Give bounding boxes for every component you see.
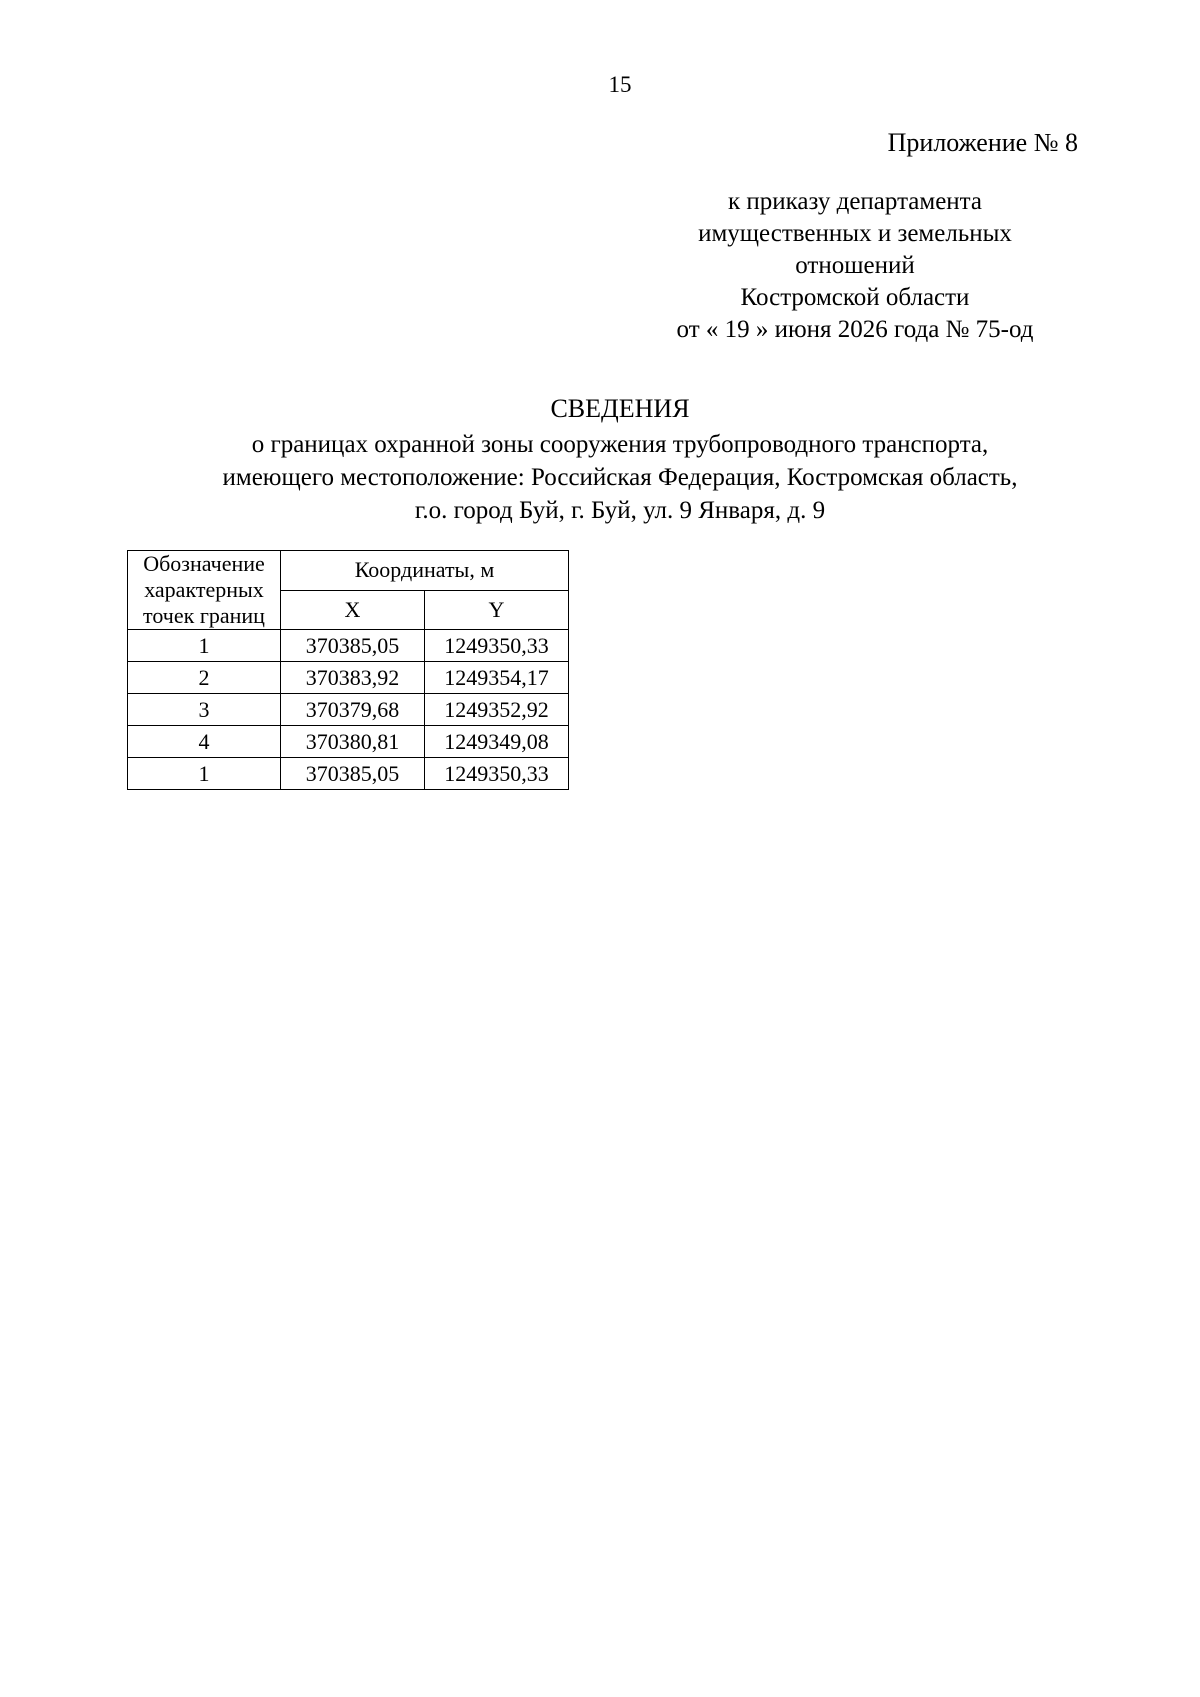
point-cell: 4 [128,726,281,758]
x-cell: 370385,05 [281,758,425,790]
document-subtitle [0,428,1200,527]
point-cell: 1 [128,758,281,790]
order-reference [620,186,1090,346]
y-cell: 1249349,08 [425,726,569,758]
table-row [128,630,569,662]
point-column-header [128,551,281,630]
x-column-header: X [281,590,425,630]
x-cell: 370383,92 [281,662,425,694]
page-number: 15 [608,72,632,97]
order-line: имущественных и земельных [698,220,1012,247]
table-row [128,726,569,758]
point-header-line: характерных [144,577,264,602]
y-column-header: Y [425,590,569,630]
coordinates-header: Координаты, м [281,551,569,591]
x-cell: 370379,68 [281,694,425,726]
y-cell: 1249352,92 [425,694,569,726]
order-line: отношений [795,252,915,279]
order-line: к приказу департамента [727,188,983,215]
table-header-row [128,551,569,591]
x-cell: 370380,81 [281,726,425,758]
y-cell: 1249350,33 [425,630,569,662]
table-row [128,694,569,726]
point-cell: 3 [128,694,281,726]
document-title: СВЕДЕНИЯ [550,394,690,423]
subtitle-line: о границах охранной зоны сооружения трубопроводного транспорта, [251,431,989,458]
subtitle-line: имеющего местоположение: Российская Федерация, Костромская область, [222,464,1018,491]
point-cell: 2 [128,662,281,694]
y-cell: 1249354,17 [425,662,569,694]
table-row [128,758,569,790]
point-header-line: Обозначение [143,551,265,576]
table-row [128,662,569,694]
x-cell: 370385,05 [281,630,425,662]
subtitle-line: г.о. город Буй, г. Буй, ул. 9 Января, д. 9 [414,497,826,524]
appendix-label: Приложение № 8 [887,128,1078,157]
point-cell: 1 [128,630,281,662]
order-date-number: от « 19 » июня 2026 года № 75-од [676,316,1034,343]
order-line: Костромской области [740,284,970,311]
coordinates-table [127,550,569,790]
point-header-line: точек границ [143,603,265,628]
y-cell: 1249350,33 [425,758,569,790]
